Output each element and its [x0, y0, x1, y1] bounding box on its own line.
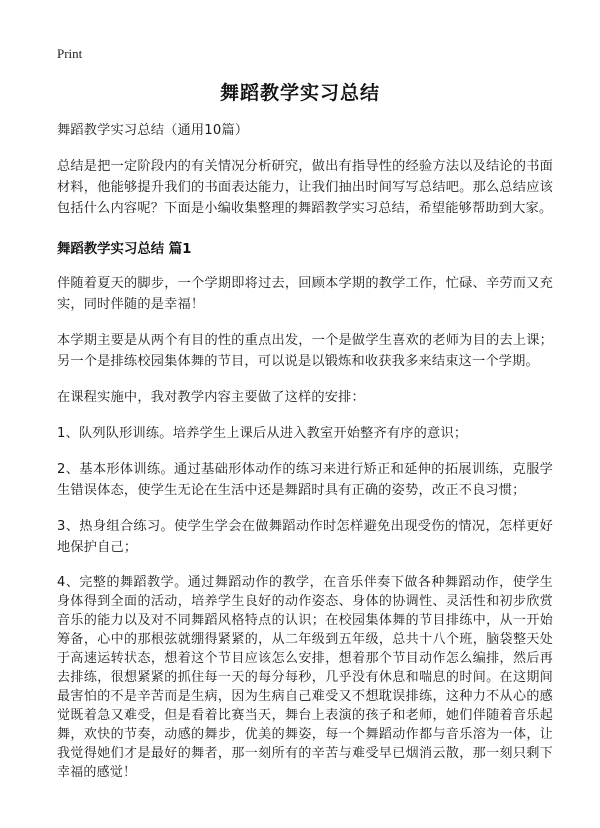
document-body [57, 120, 553, 797]
body-paragraph-5: 2、基本形体训练。通过基础形体动作的练习来进行矫正和延伸的拓展训练，克服学生错误体态，使学生无论在生活中还是舞蹈时具有正确的姿势，改正不良习惯； [57, 462, 553, 498]
document-title: 舞蹈教学实习总结 [219, 82, 380, 104]
intro-paragraph: 总结是把一定阶段内的有关情况分析研究，做出有指导性的经验方法以及结论的书面材料，他能够提升我们的书面表达能力，让我们抽出时间写写总结吧。那么总结应该包括什么内容呢？下面是小编收集整理的舞蹈教学实习总结，希望能够帮助到大家。 [57, 159, 553, 216]
body-paragraph-3: 在课程实施中，我对教学内容主要做了这样的安排： [57, 390, 365, 405]
body-paragraph-7: 4、完整的舞蹈教学。通过舞蹈动作的教学，在音乐伴奏下做各种舞蹈动作，使学生身体得到全面的活动，培养学生良好的动作姿态、身体的协调性、灵活性和初步欣赏音乐的能力以及对不同舞蹈风格特点的认识；在校园集体舞的节目排练中，从一开始筹备，心中的那根弦就绷得紧紧的，从二年级到五年级，总共十八个班，脑袋整天处于高速运转状态，想着这个节目应该怎么安排，想着那个节目动作怎么编排，然后再去排练，很想紧紧的抓住每一天的每分每秒，几乎没有休息和喘息的时间。在这期间最害怕的不是辛苦而是生病，因为生病自己难受又不想耽误排练，这种力不从心的感觉既着急又难受，但是看着比赛当天，舞台上表演的孩子和老师，她们伴随着音乐起舞，欢快的节奏，动感的舞步，优美的舞姿，每一个舞蹈动作都与音乐溶为一体，让我觉得她们才是最好的舞者，那一刻所有的辛苦与难受早已烟消云散，那一刻只剩下幸福的感觉！ [57, 575, 553, 780]
section-heading: 舞蹈教学实习总结 篇1 [57, 242, 192, 257]
body-paragraph-6: 3、热身组合练习。使学生学会在做舞蹈动作时怎样避免出现受伤的情况，怎样更好地保护自己； [57, 519, 553, 555]
body-paragraph-4: 1、队列队形训练。培养学生上课后从进入教室开始整齐有序的意识； [57, 426, 468, 441]
document-subtitle: 舞蹈教学实习总结（通用10篇） [57, 123, 249, 138]
print-link[interactable]: Print [57, 46, 83, 61]
body-paragraph-1: 伴随着夏天的脚步，一个学期即将过去，回顾本学期的教学工作，忙碌、辛劳而又充实，同时伴随的是幸福！ [57, 276, 553, 312]
body-paragraph-2: 本学期主要是从两个有目的性的重点出发，一个是做学生喜欢的老师为目的去上课；另一个是排练校园集体舞的节目，可以说是以锻炼和收获我多来结束这一个学期。 [57, 333, 553, 369]
